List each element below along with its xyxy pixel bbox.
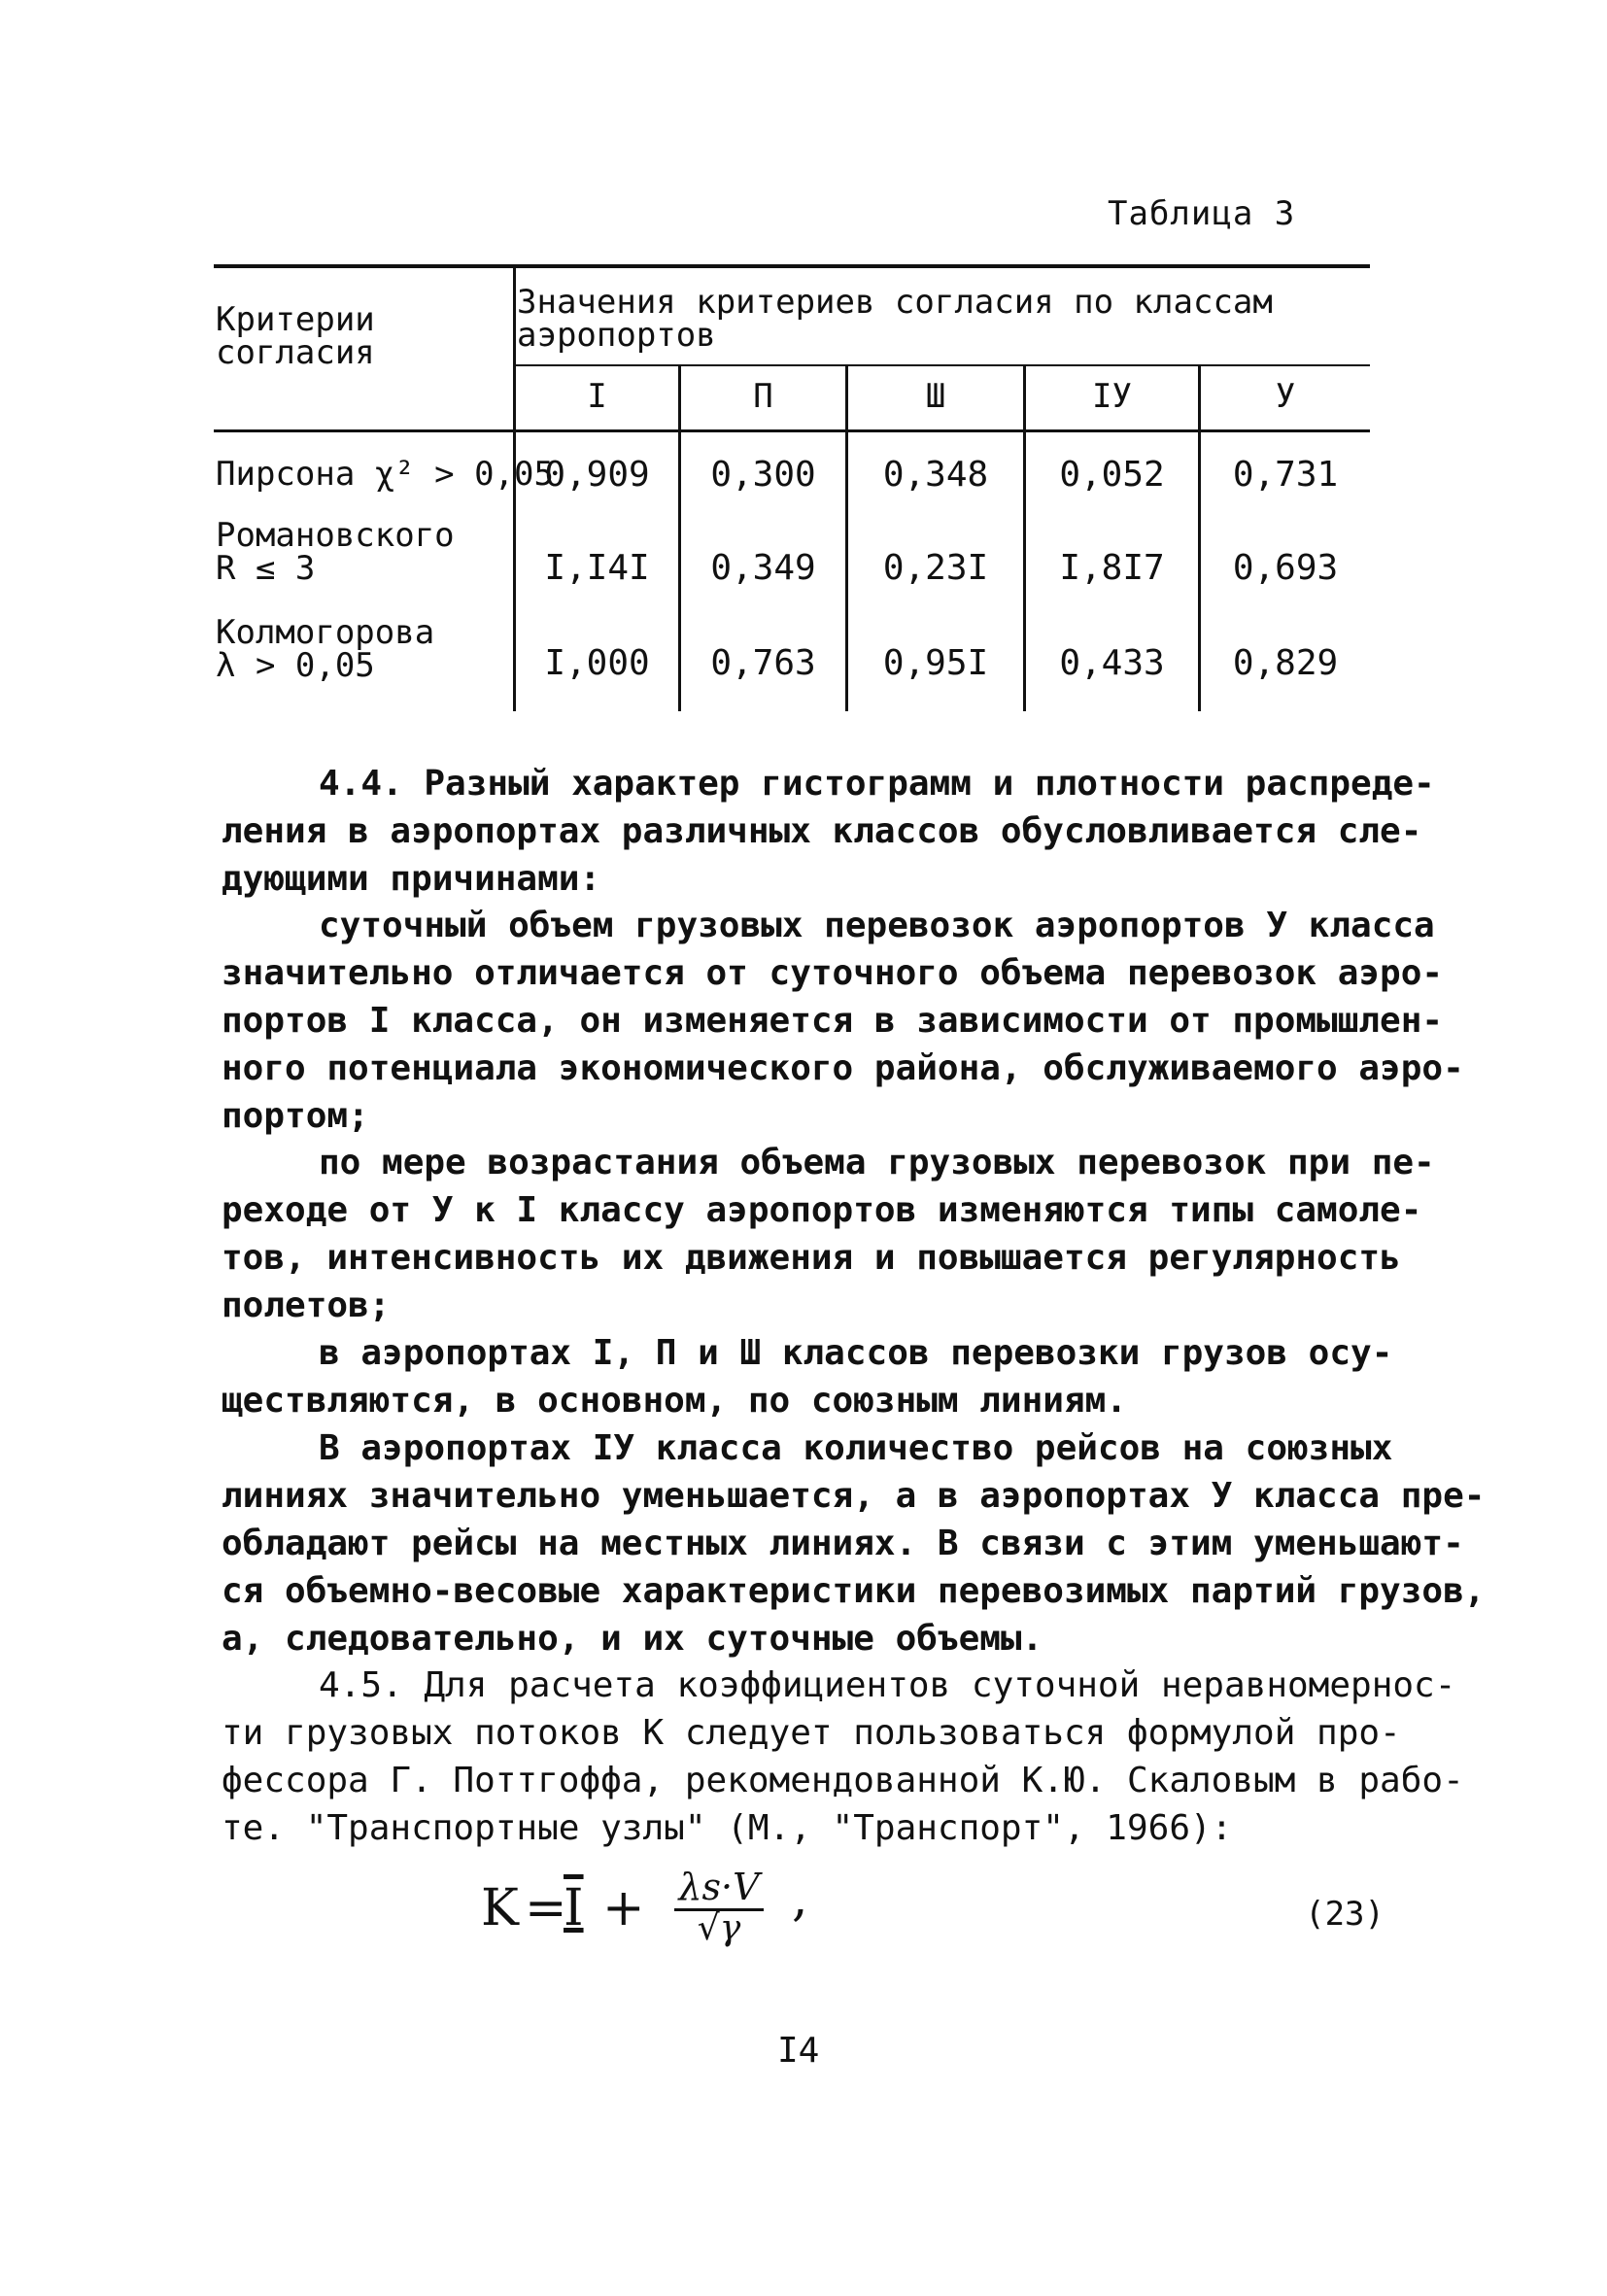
text-line: обладают рейсы на местных линиях. В связи с этим уменьшают- xyxy=(222,1524,1464,1563)
paragraph-4-5 xyxy=(222,1662,1464,1852)
text-line: В аэропортах IУ класса количество рейсов на союзных xyxy=(319,1428,1393,1468)
header-bottom-rule xyxy=(214,429,1370,432)
cell-romanovsky-4: I,8I7 xyxy=(1059,548,1165,588)
row-label-kolmogorov xyxy=(216,613,435,685)
text-line: 4.4. Разный характер гистограмм и плотности распреде- xyxy=(319,764,1435,804)
cell-romanovsky-2: 0,349 xyxy=(710,548,816,588)
cell-romanovsky-3: 0,23I xyxy=(882,548,989,588)
formula-one: I xyxy=(564,1879,584,1937)
text-line: суточный объем грузовых перевозок аэропортов У класса xyxy=(319,906,1435,945)
cell-romanovsky-5: 0,693 xyxy=(1232,548,1339,588)
formula-numerator: λs·V xyxy=(674,1866,763,1911)
row-label-pearson: Пирсона χ² > 0,05 xyxy=(216,455,554,494)
text-line: портов I класса, он изменяется в зависимости от промышлен- xyxy=(222,1001,1444,1041)
cell-romanovsky-1: I,I4I xyxy=(544,548,650,588)
text-line: ти грузовых потоков K следует пользоваться формулой про- xyxy=(222,1713,1401,1753)
class-header-1: I xyxy=(587,377,607,416)
text-line: дующими причинами: xyxy=(222,859,601,899)
text-line: фессора Г. Поттгоффа, рекомендованной К.Ю. Скаловым в рабо- xyxy=(222,1761,1464,1800)
text-line: тов, интенсивность их движения и повышается регулярность xyxy=(222,1238,1401,1278)
text-line: значительно отличается от суточного объема перевозок аэро- xyxy=(222,953,1444,993)
paragraph-4-4-item-b xyxy=(222,1139,1435,1329)
criteria-table xyxy=(214,264,1370,711)
class-header-3: Ш xyxy=(925,377,946,416)
formula-fraction xyxy=(656,1866,782,1948)
page-number: I4 xyxy=(777,2031,820,2071)
text-line: полетов; xyxy=(222,1285,391,1325)
row-label-romanovsky-line-1: Романовского xyxy=(216,516,455,555)
formula-23 xyxy=(481,1866,1385,1982)
header-group-rule xyxy=(513,364,1370,366)
text-line: ления в аэропортах различных классов обусловливается сле- xyxy=(222,811,1422,851)
header-group-line-1: Значения критериев согласия по классам xyxy=(517,283,1273,322)
row-label-kolmogorov-line-2: λ > 0,05 xyxy=(216,646,375,685)
cell-pearson-3: 0,348 xyxy=(882,455,989,495)
formula-denominator: √γ xyxy=(697,1908,741,1948)
text-line: по мере возрастания объема грузовых перевозок при пе- xyxy=(319,1143,1435,1182)
text-line: реходе от У к I классу аэропортов изменяются типы самоле- xyxy=(222,1190,1422,1230)
text-line: портом; xyxy=(222,1096,369,1136)
cell-kolmogorov-2: 0,763 xyxy=(710,643,816,683)
header-criteria-line-1: Критерии xyxy=(216,300,375,339)
formula-lhs: K xyxy=(481,1879,519,1937)
text-line: ществляются, в основном, по союзным линиям. xyxy=(222,1381,1127,1421)
table-caption: Таблица 3 xyxy=(1108,194,1296,233)
text-line: линиях значительно уменьшается, а в аэропортах У класса пре- xyxy=(222,1476,1486,1516)
text-line: в аэропортах I, П и Ш классов перевозки грузов осу- xyxy=(319,1333,1393,1373)
text-line: ся объемно-весовые характеристики перевозимых партий грузов, xyxy=(222,1571,1486,1611)
header-criteria xyxy=(216,300,375,372)
formula-plus: + xyxy=(602,1879,645,1937)
table-top-rule xyxy=(214,264,1370,268)
class-header-4: IУ xyxy=(1092,377,1132,416)
cell-kolmogorov-5: 0,829 xyxy=(1232,643,1339,683)
cell-kolmogorov-1: I,000 xyxy=(544,643,650,683)
header-group-line-2: аэропортов xyxy=(517,316,716,355)
row-label-romanovsky-line-2: R ≤ 3 xyxy=(216,549,316,588)
cell-kolmogorov-3: 0,95I xyxy=(882,643,989,683)
text-line: ного потенциала экономического района, обслуживаемого аэро- xyxy=(222,1048,1464,1088)
row-label-romanovsky xyxy=(216,516,455,588)
row-label-kolmogorov-line-1: Колмогорова xyxy=(216,613,435,652)
class-header-5: У xyxy=(1275,377,1296,416)
cell-pearson-5: 0,731 xyxy=(1232,455,1339,495)
paragraph-4-4-item-c xyxy=(222,1329,1393,1424)
header-criteria-line-2: согласия xyxy=(216,333,375,372)
text-line: те. "Транспортные узлы" (М., "Транспорт", 1966): xyxy=(222,1808,1233,1848)
cell-pearson-2: 0,300 xyxy=(710,455,816,495)
formula-comma: , xyxy=(792,1869,808,1928)
cell-pearson-4: 0,052 xyxy=(1059,455,1165,495)
cell-kolmogorov-4: 0,433 xyxy=(1059,643,1165,683)
formula-equals: = xyxy=(525,1879,567,1937)
paragraph-4-4-item-a xyxy=(222,902,1464,1140)
paragraph-4-4 xyxy=(222,760,1435,903)
text-line: 4.5. Для расчета коэффициентов суточной неравномернос- xyxy=(319,1665,1456,1705)
paragraph-4-4-item-d xyxy=(222,1424,1486,1662)
cell-pearson-1: 0,909 xyxy=(544,455,650,495)
equation-number: (23) xyxy=(1305,1895,1385,1934)
header-values-group xyxy=(517,283,1273,355)
class-header-2: П xyxy=(753,377,773,416)
text-line: а, следовательно, и их суточные объемы. xyxy=(222,1619,1043,1659)
